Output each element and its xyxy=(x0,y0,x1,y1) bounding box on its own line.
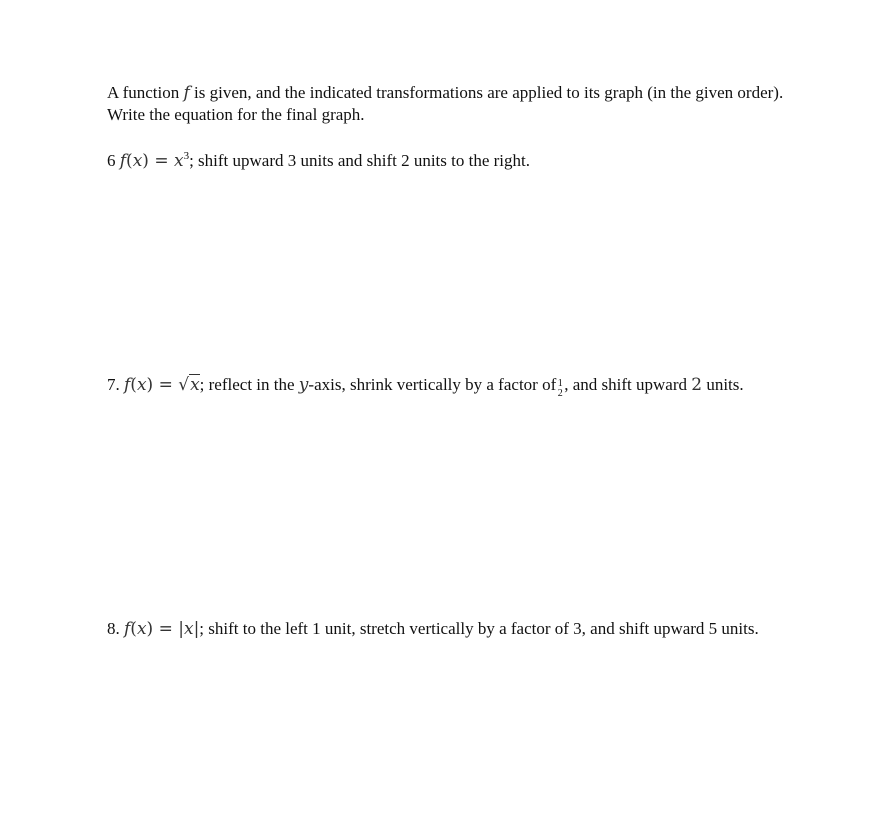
problem-7-shift-value: 2 xyxy=(691,375,703,395)
problem-8-lhs-function: f xyxy=(124,619,131,639)
problem-6-text: ; shift upward 3 units and shift 2 units to the right. xyxy=(189,151,530,170)
problem-7-text-c: , and shift upward xyxy=(564,375,692,394)
problem-6 xyxy=(107,150,787,172)
problem-6-exponent: 3 xyxy=(183,150,190,162)
problem-7-text-b: -axis, shrink vertically by a factor of xyxy=(308,375,557,394)
problem-8-paren-open: ( xyxy=(130,619,137,639)
problem-7-sqrt-sign: √ xyxy=(178,375,190,395)
problem-7-axis-var: y xyxy=(298,375,309,395)
problem-7-paren-open: ( xyxy=(130,375,137,395)
problem-6-var: x xyxy=(132,151,143,171)
problem-7-frac-denominator: 2 xyxy=(557,388,563,399)
problem-7-text-a: ; reflect in the xyxy=(199,375,299,394)
problem-8-text: ; shift to the left 1 unit, stretch vertically by a factor of 3, and shift upward 5 units. xyxy=(199,619,759,638)
intro-function-symbol: f xyxy=(183,83,190,103)
problem-8-var: x xyxy=(136,619,147,639)
problem-8-abs-close: | xyxy=(193,619,200,639)
instructions-paragraph xyxy=(107,82,787,126)
problem-7-lhs-function: f xyxy=(124,375,131,395)
problem-8-equals: = xyxy=(153,619,179,639)
problem-6-paren-close: ) xyxy=(142,151,149,171)
problem-6-rhs-var: x xyxy=(173,151,184,171)
problem-7-paren-close: ) xyxy=(146,375,154,395)
problem-8-number: 8. xyxy=(107,619,124,638)
intro-text-end: is given, and the indicated transformations are applied to its graph (in the given order). Write the equation for the final graph. xyxy=(107,83,784,124)
problem-7-number: 7. xyxy=(107,375,124,394)
problem-7-text-d: units. xyxy=(702,375,744,394)
problem-6-lhs-function: f xyxy=(119,151,127,171)
problem-7 xyxy=(107,374,797,399)
problem-6-paren-open: ( xyxy=(126,151,133,171)
intro-text-start: A function xyxy=(107,83,184,102)
problem-6-number: 6 xyxy=(107,151,120,170)
problem-8-abs-open: | xyxy=(178,619,184,639)
problem-8-abs-var: x xyxy=(183,619,194,639)
problem-7-equals: = xyxy=(153,375,179,395)
problem-6-equals: = xyxy=(148,151,174,171)
problem-8 xyxy=(107,618,797,640)
problem-8-paren-close: ) xyxy=(146,619,154,639)
problem-7-sqrt-var: x xyxy=(190,375,200,395)
problem-7-frac-numerator: 1 xyxy=(557,378,563,389)
problem-7-var: x xyxy=(136,375,147,395)
